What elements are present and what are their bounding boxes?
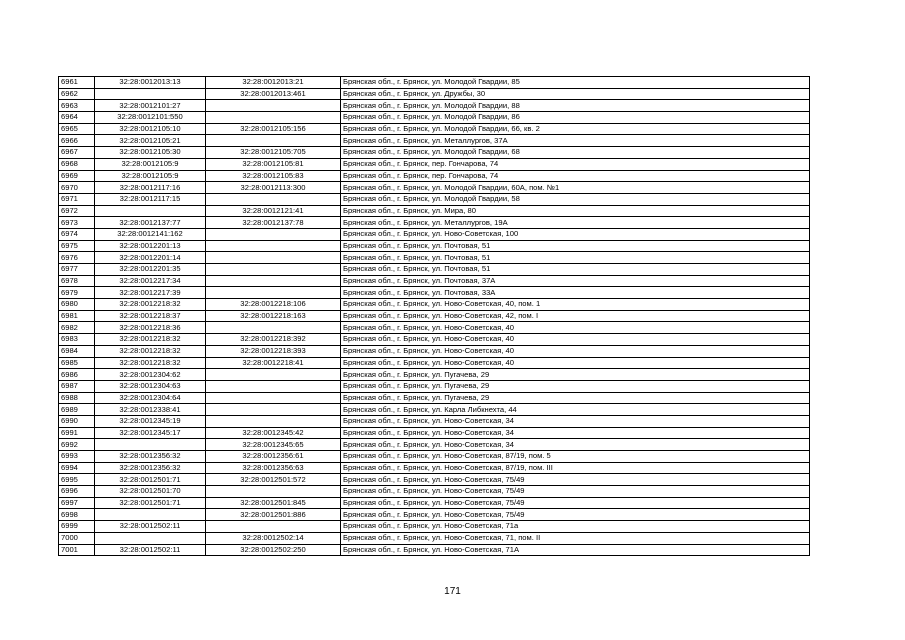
cadastral-number-cell: 32:28:0012141:162: [95, 228, 206, 240]
cadastral-number-cell: [95, 509, 206, 521]
cadastral-number-cell: 32:28:0012218:32: [95, 299, 206, 311]
table-row: [59, 439, 810, 451]
related-cadastral-number-cell: 32:28:0012218:41: [206, 357, 341, 369]
related-cadastral-number-cell: 32:28:0012137:78: [206, 217, 341, 229]
related-cadastral-number-cell: 32:28:0012501:572: [206, 474, 341, 486]
table-row: [59, 135, 810, 147]
cadastral-number-cell: 32:28:0012345:19: [95, 415, 206, 427]
cadastral-number-cell: [95, 205, 206, 217]
row-number-cell: 6973: [59, 217, 95, 229]
address-cell: Брянская обл., г. Брянск, ул. Ново-Советская, 71А: [341, 544, 810, 556]
related-cadastral-number-cell: 32:28:0012345:42: [206, 427, 341, 439]
cadastral-number-cell: 32:28:0012218:32: [95, 357, 206, 369]
cadastral-number-cell: 32:28:0012338:41: [95, 404, 206, 416]
table-row: [59, 509, 810, 521]
table-row: [59, 252, 810, 264]
cadastral-number-cell: 32:28:0012218:36: [95, 322, 206, 334]
table-row: [59, 474, 810, 486]
cadastral-number-cell: 32:28:0012304:64: [95, 392, 206, 404]
table-body: [59, 77, 810, 556]
table-row: [59, 345, 810, 357]
address-cell: Брянская обл., г. Брянск, ул. Ново-Советская, 40, пом. 1: [341, 299, 810, 311]
page-number: 171: [444, 586, 461, 597]
table-row: [59, 532, 810, 544]
table-row: [59, 486, 810, 498]
address-cell: Брянская обл., г. Брянск, ул. Молодой Гвардии, 86: [341, 112, 810, 124]
cadastral-number-cell: 32:28:0012502:11: [95, 544, 206, 556]
address-cell: Брянская обл., г. Брянск, ул. Ново-Советская, 100: [341, 228, 810, 240]
address-cell: Брянская обл., г. Брянск, ул. Молодой Гвардии, 85: [341, 77, 810, 89]
table-row: [59, 415, 810, 427]
cadastral-number-cell: 32:28:0012217:39: [95, 287, 206, 299]
cadastral-number-cell: [95, 532, 206, 544]
address-cell: Брянская обл., г. Брянск, ул. Мира, 80: [341, 205, 810, 217]
related-cadastral-number-cell: [206, 369, 341, 381]
address-cell: Брянская обл., г. Брянск, ул. Почтовая, 51: [341, 240, 810, 252]
related-cadastral-number-cell: 32:28:0012501:886: [206, 509, 341, 521]
related-cadastral-number-cell: 32:28:0012113:300: [206, 182, 341, 194]
related-cadastral-number-cell: 32:28:0012356:61: [206, 451, 341, 463]
related-cadastral-number-cell: [206, 264, 341, 276]
cadastral-number-cell: 32:28:0012218:32: [95, 334, 206, 346]
related-cadastral-number-cell: [206, 404, 341, 416]
address-cell: Брянская обл., г. Брянск, ул. Ново-Советская, 34: [341, 415, 810, 427]
cadastral-number-cell: 32:28:0012501:71: [95, 497, 206, 509]
row-number-cell: 6968: [59, 158, 95, 170]
address-cell: Брянская обл., г. Брянск, ул. Металлургов, 19А: [341, 217, 810, 229]
cadastral-number-cell: 32:28:0012201:13: [95, 240, 206, 252]
address-cell: Брянская обл., г. Брянск, ул. Ново-Советская, 71а: [341, 521, 810, 533]
cadastral-number-cell: 32:28:0012304:63: [95, 380, 206, 392]
table-row: [59, 193, 810, 205]
row-number-cell: 6974: [59, 228, 95, 240]
cadastral-number-cell: 32:28:0012218:37: [95, 310, 206, 322]
table-row: [59, 287, 810, 299]
table-row: [59, 299, 810, 311]
related-cadastral-number-cell: [206, 135, 341, 147]
row-number-cell: 6978: [59, 275, 95, 287]
cadastral-number-cell: 32:28:0012105:9: [95, 170, 206, 182]
row-number-cell: 6970: [59, 182, 95, 194]
table-row: [59, 147, 810, 159]
table-row: [59, 100, 810, 112]
row-number-cell: 6996: [59, 486, 95, 498]
table-row: [59, 205, 810, 217]
address-cell: Брянская обл., г. Брянск, ул. Почтовая, 37А: [341, 275, 810, 287]
related-cadastral-number-cell: [206, 322, 341, 334]
related-cadastral-number-cell: 32:28:0012218:392: [206, 334, 341, 346]
related-cadastral-number-cell: 32:28:0012218:163: [206, 310, 341, 322]
address-cell: Брянская обл., г. Брянск, ул. Ново-Советская, 75/49: [341, 486, 810, 498]
table-row: [59, 404, 810, 416]
table-row: [59, 334, 810, 346]
table-row: [59, 544, 810, 556]
address-cell: Брянская обл., г. Брянск, ул. Карла Либкнехта, 44: [341, 404, 810, 416]
row-number-cell: 6971: [59, 193, 95, 205]
address-cell: Брянская обл., г. Брянск, ул. Ново-Советская, 75/49: [341, 474, 810, 486]
row-number-cell: 7001: [59, 544, 95, 556]
cadastral-number-cell: 32:28:0012356:32: [95, 451, 206, 463]
address-cell: Брянская обл., г. Брянск, ул. Ново-Советская, 34: [341, 439, 810, 451]
table-row: [59, 217, 810, 229]
related-cadastral-number-cell: 32:28:0012218:106: [206, 299, 341, 311]
table-row: [59, 228, 810, 240]
cadastral-number-cell: 32:28:0012218:32: [95, 345, 206, 357]
address-cell: Брянская обл., г. Брянск, ул. Молодой Гвардии, 88: [341, 100, 810, 112]
cadastral-number-cell: 32:28:0012345:17: [95, 427, 206, 439]
row-number-cell: 6989: [59, 404, 95, 416]
address-cell: Брянская обл., г. Брянск, ул. Почтовая, 51: [341, 252, 810, 264]
address-cell: Брянская обл., г. Брянск, ул. Почтовая, 51: [341, 264, 810, 276]
table-row: [59, 427, 810, 439]
table-row: [59, 112, 810, 124]
table-row: [59, 182, 810, 194]
address-cell: Брянская обл., г. Брянск, ул. Ново-Советская, 40: [341, 322, 810, 334]
related-cadastral-number-cell: 32:28:0012013:461: [206, 88, 341, 100]
row-number-cell: 6993: [59, 451, 95, 463]
address-cell: Брянская обл., г. Брянск, пер. Гончарова, 74: [341, 170, 810, 182]
related-cadastral-number-cell: 32:28:0012121:41: [206, 205, 341, 217]
table-row: [59, 462, 810, 474]
address-cell: Брянская обл., г. Брянск, ул. Молодой Гвардии, 60А, пом. №1: [341, 182, 810, 194]
related-cadastral-number-cell: [206, 275, 341, 287]
table-row: [59, 521, 810, 533]
related-cadastral-number-cell: [206, 521, 341, 533]
row-number-cell: 6961: [59, 77, 95, 89]
table-row: [59, 451, 810, 463]
cadastral-number-cell: 32:28:0012105:21: [95, 135, 206, 147]
table-row: [59, 380, 810, 392]
table-row: [59, 123, 810, 135]
related-cadastral-number-cell: [206, 112, 341, 124]
row-number-cell: 6990: [59, 415, 95, 427]
address-cell: Брянская обл., г. Брянск, ул. Ново-Советская, 42, пом. I: [341, 310, 810, 322]
related-cadastral-number-cell: [206, 287, 341, 299]
row-number-cell: 6992: [59, 439, 95, 451]
row-number-cell: 6984: [59, 345, 95, 357]
related-cadastral-number-cell: 32:28:0012502:250: [206, 544, 341, 556]
related-cadastral-number-cell: [206, 100, 341, 112]
row-number-cell: 6976: [59, 252, 95, 264]
row-number-cell: 6963: [59, 100, 95, 112]
address-cell: Брянская обл., г. Брянск, ул. Молодой Гвардии, 58: [341, 193, 810, 205]
related-cadastral-number-cell: 32:28:0012105:83: [206, 170, 341, 182]
address-cell: Брянская обл., г. Брянск, ул. Ново-Советская, 87/19, пом. 5: [341, 451, 810, 463]
row-number-cell: 6988: [59, 392, 95, 404]
cadastral-number-cell: 32:28:0012201:35: [95, 264, 206, 276]
row-number-cell: 6998: [59, 509, 95, 521]
address-cell: Брянская обл., г. Брянск, ул. Пугачева, 29: [341, 380, 810, 392]
address-cell: Брянская обл., г. Брянск, ул. Молодой Гвардии, 66, кв. 2: [341, 123, 810, 135]
related-cadastral-number-cell: [206, 392, 341, 404]
cadastral-number-cell: 32:28:0012502:11: [95, 521, 206, 533]
row-number-cell: 6967: [59, 147, 95, 159]
related-cadastral-number-cell: [206, 252, 341, 264]
row-number-cell: 6987: [59, 380, 95, 392]
row-number-cell: 6979: [59, 287, 95, 299]
row-number-cell: 6986: [59, 369, 95, 381]
cadastral-number-cell: 32:28:0012013:13: [95, 77, 206, 89]
address-cell: Брянская обл., г. Брянск, ул. Пугачева, 29: [341, 369, 810, 381]
table-row: [59, 170, 810, 182]
related-cadastral-number-cell: [206, 380, 341, 392]
row-number-cell: 6994: [59, 462, 95, 474]
address-cell: Брянская обл., г. Брянск, ул. Ново-Советская, 40: [341, 334, 810, 346]
row-number-cell: 6999: [59, 521, 95, 533]
table-row: [59, 310, 810, 322]
table-row: [59, 275, 810, 287]
cadastral-number-cell: 32:28:0012356:32: [95, 462, 206, 474]
table-row: [59, 497, 810, 509]
cadastral-number-cell: 32:28:0012137:77: [95, 217, 206, 229]
row-number-cell: 6985: [59, 357, 95, 369]
cadastral-number-cell: 32:28:0012117:15: [95, 193, 206, 205]
cadastral-number-cell: 32:28:0012217:34: [95, 275, 206, 287]
related-cadastral-number-cell: [206, 228, 341, 240]
table-row: [59, 88, 810, 100]
related-cadastral-number-cell: 32:28:0012218:393: [206, 345, 341, 357]
table-row: [59, 77, 810, 89]
row-number-cell: 6975: [59, 240, 95, 252]
row-number-cell: 6969: [59, 170, 95, 182]
address-cell: Брянская обл., г. Брянск, ул. Ново-Советская, 75/49: [341, 509, 810, 521]
related-cadastral-number-cell: 32:28:0012356:63: [206, 462, 341, 474]
cadastral-number-cell: 32:28:0012501:71: [95, 474, 206, 486]
cadastral-number-cell: 32:28:0012105:9: [95, 158, 206, 170]
related-cadastral-number-cell: 32:28:0012345:65: [206, 439, 341, 451]
table-row: [59, 322, 810, 334]
row-number-cell: 6962: [59, 88, 95, 100]
row-number-cell: 7000: [59, 532, 95, 544]
related-cadastral-number-cell: 32:28:0012013:21: [206, 77, 341, 89]
cadastral-number-cell: 32:28:0012105:10: [95, 123, 206, 135]
row-number-cell: 6991: [59, 427, 95, 439]
address-cell: Брянская обл., г. Брянск, ул. Ново-Советская, 40: [341, 357, 810, 369]
cadastral-number-cell: 32:28:0012501:70: [95, 486, 206, 498]
related-cadastral-number-cell: [206, 193, 341, 205]
related-cadastral-number-cell: 32:28:0012501:845: [206, 497, 341, 509]
address-cell: Брянская обл., г. Брянск, ул. Дружбы, 30: [341, 88, 810, 100]
address-cell: Брянская обл., г. Брянск, ул. Металлургов, 37А: [341, 135, 810, 147]
related-cadastral-number-cell: [206, 486, 341, 498]
address-cell: Брянская обл., г. Брянск, ул. Ново-Советская, 34: [341, 427, 810, 439]
related-cadastral-number-cell: 32:28:0012105:81: [206, 158, 341, 170]
related-cadastral-number-cell: 32:28:0012105:705: [206, 147, 341, 159]
related-cadastral-number-cell: 32:28:0012502:14: [206, 532, 341, 544]
cadastral-table: [58, 76, 810, 556]
row-number-cell: 6981: [59, 310, 95, 322]
cadastral-number-cell: 32:28:0012101:27: [95, 100, 206, 112]
table-row: [59, 369, 810, 381]
row-number-cell: 6980: [59, 299, 95, 311]
row-number-cell: 6965: [59, 123, 95, 135]
address-cell: Брянская обл., г. Брянск, ул. Ново-Советская, 75/49: [341, 497, 810, 509]
cadastral-number-cell: [95, 88, 206, 100]
cadastral-number-cell: 32:28:0012117:16: [95, 182, 206, 194]
row-number-cell: 6964: [59, 112, 95, 124]
cadastral-number-cell: 32:28:0012101:550: [95, 112, 206, 124]
cadastral-number-cell: 32:28:0012304:62: [95, 369, 206, 381]
address-cell: Брянская обл., г. Брянск, ул. Ново-Советская, 71, пом. II: [341, 532, 810, 544]
address-cell: Брянская обл., г. Брянск, ул. Молодой Гвардии, 68: [341, 147, 810, 159]
related-cadastral-number-cell: [206, 240, 341, 252]
address-cell: Брянская обл., г. Брянск, ул. Ново-Советская, 40: [341, 345, 810, 357]
row-number-cell: 6995: [59, 474, 95, 486]
row-number-cell: 6997: [59, 497, 95, 509]
cadastral-number-cell: 32:28:0012201:14: [95, 252, 206, 264]
address-cell: Брянская обл., г. Брянск, ул. Ново-Советская, 87/19, пом. III: [341, 462, 810, 474]
row-number-cell: 6977: [59, 264, 95, 276]
table-row: [59, 357, 810, 369]
address-cell: Брянская обл., г. Брянск, пер. Гончарова, 74: [341, 158, 810, 170]
row-number-cell: 6983: [59, 334, 95, 346]
row-number-cell: 6982: [59, 322, 95, 334]
related-cadastral-number-cell: [206, 415, 341, 427]
address-cell: Брянская обл., г. Брянск, ул. Почтовая, 33А: [341, 287, 810, 299]
row-number-cell: 6966: [59, 135, 95, 147]
table-row: [59, 240, 810, 252]
related-cadastral-number-cell: 32:28:0012105:156: [206, 123, 341, 135]
address-cell: Брянская обл., г. Брянск, ул. Пугачева, 29: [341, 392, 810, 404]
cadastral-number-cell: 32:28:0012105:30: [95, 147, 206, 159]
cadastral-number-cell: [95, 439, 206, 451]
table-row: [59, 264, 810, 276]
table-row: [59, 158, 810, 170]
row-number-cell: 6972: [59, 205, 95, 217]
table-row: [59, 392, 810, 404]
